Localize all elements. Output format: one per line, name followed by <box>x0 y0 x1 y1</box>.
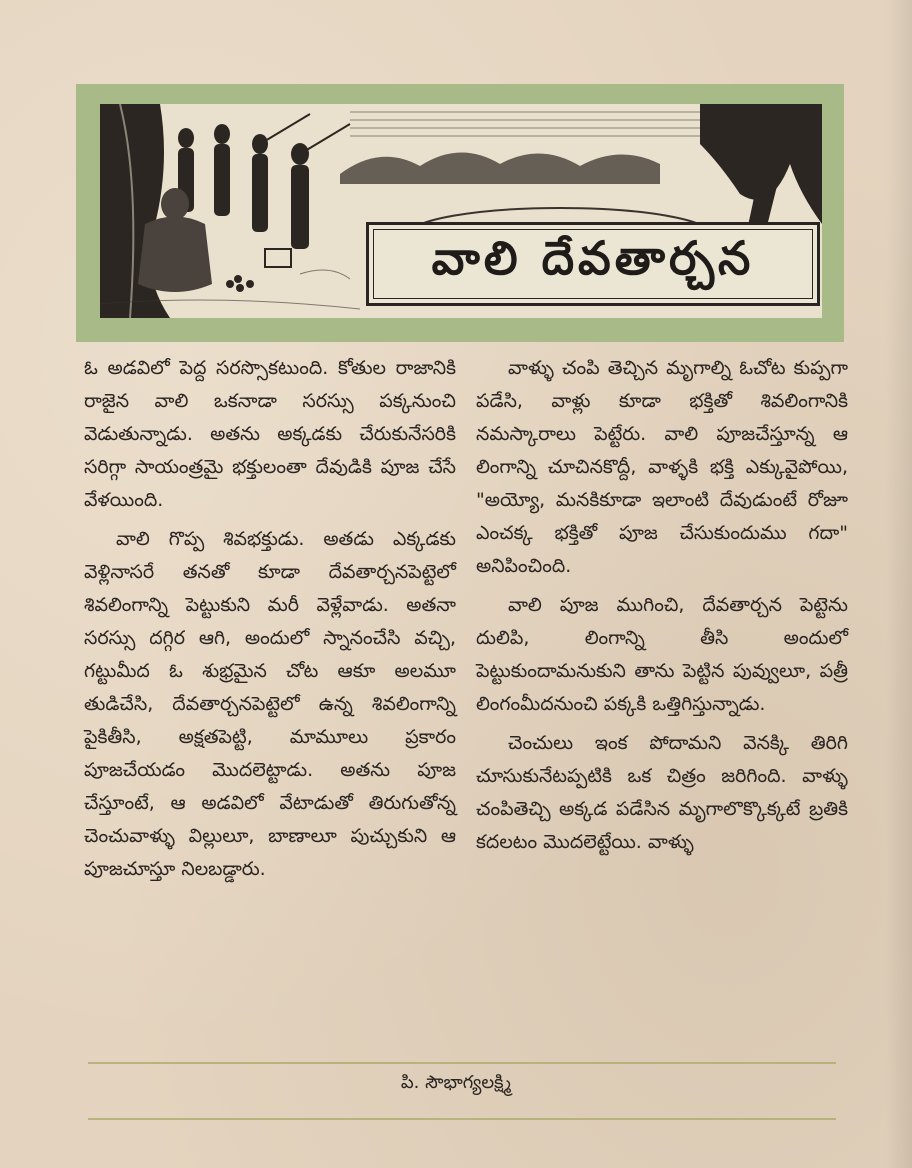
paragraph: వాలి గొప్ప శివభక్తుడు. అతడు ఎక్కడకు వెళ్లినాసరే తనతో కూడా దేవతార్చనపెట్టెలో శివలింగాన్ని పెట్టుకుని మరీ వెళ్లేవాడు. అతనా సరస్సు దగ్గిర ఆగి, అందులో స్నానంచేసి వచ్చి, గట్టుమీద ఓ శుభ్రమైన చోట ఆకూ అలమూ తుడిచేసి, దేవతార్చనపెట్టెలో ఉన్న శివలింగాన్ని పైకితీసి, అక్షతపెట్టి, మామూలు ప్రకారం పూజచేయడం మొదలెట్టాడు. అతను పూజ చేస్తూంటే, ఆ అడవిలో వేటాడుతో తిరుగుతోన్న చెంచువాళ్ళు విల్లులూ, బాణాలూ పుచ్చుకుని ఆ పూజచూస్తూ నిలబడ్డారు. <box>84 528 456 880</box>
right-column <box>476 352 848 865</box>
story-title: వాలి దేవతార్చన <box>431 231 755 285</box>
paragraph: వాలి పూజ ముగించి, దేవతార్చన పెట్టెను దులిపి, లింగాన్ని తీసి అందులో పెట్టుకుందామనుకుని తాను పెట్టిన పువ్వులూ, పత్రీ లింగంమీదనుంచి పక్కకి ఒత్తిగిస్తున్నాడు. <box>476 594 848 715</box>
author-credit: పి. సౌభాగ్యలక్ష్మి <box>400 1072 512 1093</box>
page-edge-shadow <box>886 0 912 1168</box>
footer-divider-bottom <box>88 1118 836 1120</box>
left-column <box>84 352 456 892</box>
footer-divider-top <box>88 1062 836 1064</box>
paragraph: చెంచులు ఇంక పోదామని వెనక్కి తిరిగి చూసుకునేటప్పటికి ఒక చిత్రం జరిగింది. వాళ్ళు చంపితెచ్చి అక్కడ పడేసిన మృగాలొక్కొక్కటే బ్రతికి కదలటం మొదలెట్టేయి. వాళ్ళు <box>476 732 848 853</box>
paragraph: వాళ్ళు చంపి తెచ్చిన మృగాల్ని ఓచోట కుప్పగా పడేసి, వాళ్లు కూడా భక్తితో శివలింగానికి నమస్కారాలు పెట్టేరు. వాలి పూజచేస్తూన్న ఆ లింగాన్ని చూచినకొద్దీ, వాళ్ళకి భక్తి ఎక్కువైపోయి, "అయ్యో, మనకికూడా ఇలాంటి దేవుడుంటే రోజూ ఎంచక్క భక్తితో పూజ చేసుకుందుము గదా" అనిపించింది. <box>476 357 848 577</box>
paragraph: ఓ అడవిలో పెద్ద సరస్సొకటుంది. కోతుల రాజానికి రాజైన వాలి ఒకనాడా సరస్సు పక్కనుంచి వెడుతున్నాడు. అతను అక్కడకు చేరుకునేసరికి సరిగ్గా సాయంత్రమై భక్తులంతా దేవుడికి పూజ చేసే వేళయింది. <box>84 357 456 511</box>
title-box <box>366 222 820 306</box>
